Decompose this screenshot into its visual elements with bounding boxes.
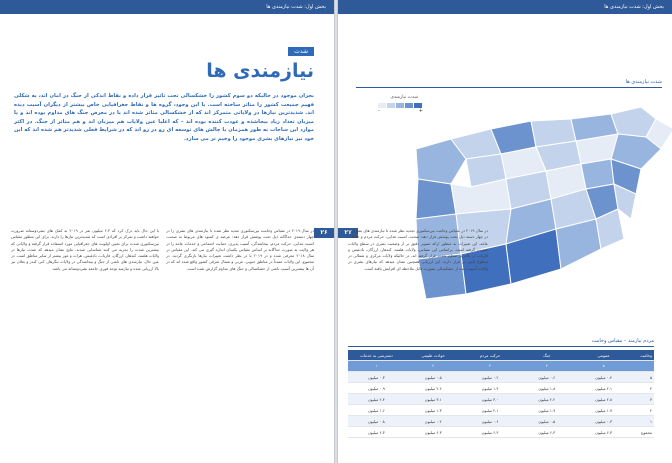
table-sub-header-cell: ۳ — [462, 361, 519, 371]
table-cell: ۲.۱ میلیون — [595, 386, 613, 391]
table-cell: ۱.۷ میلیون — [595, 408, 613, 413]
table-cell: ۰.۵ میلیون — [518, 416, 575, 426]
table-sub-header-cell: ۴ — [518, 361, 575, 371]
table-cell: ۶.۳ میلیون — [538, 430, 556, 435]
table-row — [348, 416, 654, 427]
table-cell: ۲.۸ میلیون — [575, 394, 632, 404]
table-cell: ۰.۳ میلیون — [575, 416, 632, 426]
table-cell: ۶.۳ میلیون — [481, 430, 499, 435]
table-cell: ۳.۱ میلیون — [405, 394, 462, 404]
table-cell: ۵ — [632, 372, 654, 382]
body-column-left: با این حال باید درک کرد که ۶.۳ میلیون نفر در ۲۰۱۹ به کمک های بشردوستانه ضرورت خواهند داشت و تمرکز بر افرادی است که شدیدترین نیازها را دارند. برای این منظور مقیاس بین‌سکتوری شدت برای تعیین اولویت های جغرافیایی مورد استفاده قرار گرفته و ولایاتی که بیشترین شدت را تجربه می کنند شناسایی شدند. نتایج نشان میدهد که شدت نیازها در ولایات هلمند، کندهار، ارزگان، فاریاب، بادغیس، هرات و غور بیشتر از سایر مناطق است. در عین حال، نیازمندی های ناشی از جنگ و بیجاشدگی در ولایات ننگرهار، کنر، کندز و بغلان نیز بالا ارزیابی شده و نیازمند توجه فوری جامعه بشردوستانه می باشد. — [11, 228, 159, 271]
table-cell: ۰.۹ میلیون — [367, 386, 385, 391]
table-row — [348, 372, 654, 383]
table-cell: ۱.۴ میلیون — [481, 386, 499, 391]
table-cell: ۱ — [632, 416, 654, 426]
table-cell: ۰.۴ میلیون — [575, 372, 632, 382]
table-sub-header — [348, 361, 654, 372]
map-title: شدت نیازمندی ها — [356, 79, 662, 88]
legend-minus: - — [378, 108, 380, 114]
legend-plus: + — [418, 108, 423, 114]
body-column-right: در سال ۲۰۱۹ در مقیاس وخامت بین‌سکتوری تعدید نظر شده تا نیازمندی های بشری را در چهار دسته‌ی جداگانه ذیل تحت پوشش قرار دهد: عرضه ی کمبود های مربوط به صحت، امنیت غذایی، حرکت مردم، بیجاشدگی، آسیب پذیری، حمایت اجتماعی و خدمات عامه را در هر ولایت به صورت جداگانه بر اساس مقیاس یکسان اندازه گیری می کند. این مقیاس در سال ۲۰۱۸ معرفی شده و در ۲۰۱۹ با در نظر داشت تغییرات نیازها بازنگری گردید. در مجموع، این ولایات عمدتاً در مناطق جنوبی، غربی و شمال شرقی کشور واقع شده اند که در آن ها بیشترین آسیب ناشی از خشکسالی و جنگ های مداوم گزارش شده است. — [166, 228, 314, 271]
table-group-header-cell: دسترسی به خدمات — [348, 350, 405, 360]
table-sub-header-cell: ۱ — [348, 361, 405, 371]
table-group-header — [348, 350, 654, 361]
table-cell: ۴ — [649, 386, 652, 391]
map-legend-title: شدت نیازمندی — [390, 95, 418, 100]
table-row — [348, 394, 654, 405]
table-group-header-cell: عمومی — [575, 350, 632, 360]
table-row — [348, 427, 654, 438]
table-cell: ۶.۳ میلیون — [595, 430, 613, 435]
table-cell: ۲ — [649, 408, 652, 413]
table-cell: ۰.۳ میلیون — [348, 372, 405, 382]
body-column-right-page: در سال ۲۰۱۹ در مقیاس وخامت بین‌سکتوری تجدید نظر شده تا نیازمندی های بشری را در چهار دسته ذیل تحت پوشش قرار دهد: صحت، امنیت غذایی، حرکت مردم و خدمات عامه. این تغییرات به منظور ارائه تصویر دقیق تر از وضعیت بشری در سطح ولایات صورت گرفته است. براساس این مقیاس، ولایات هلمند، کندهار، ارزگان، بادغیس و فاریاب در بالاترین سطح شدت قرار گرفته اند، در حالیکه ولایات مرکزی و شمالی در سطوح پایین تر قرار دارند. این ارزیابی همچنین نشان میدهد که نیازهای بشری در ولایات آسیب دیده از خشکسالی بصورت قابل ملاحظه ای افزایش یافته است. — [348, 228, 488, 271]
table-body — [348, 372, 654, 438]
province-14 — [451, 179, 511, 214]
table-cell: ۰.۲ میلیون — [462, 372, 519, 382]
section-tag: شدت — [288, 47, 314, 56]
table-cell: ۲.۴ میلیون — [348, 394, 405, 404]
table-cell: ۶.۳ میلیون — [367, 430, 385, 435]
table-group-header-cell: حرکت مردم — [462, 350, 519, 360]
table-sub-header-cell: ۲ — [405, 361, 462, 371]
right-running-header: بخش اول: شدت نیازمندی ها — [338, 0, 672, 14]
table-cell: ۱.۹ میلیون — [538, 408, 556, 413]
left-running-header: بخش اول: شدت نیازمندی ها — [0, 0, 334, 14]
table-cell: ۳ — [632, 394, 654, 404]
table-cell: ۳.۰ میلیون — [462, 394, 519, 404]
table-group-header-cell: جنگ — [518, 350, 575, 360]
table-cell: ۰.۶ میلیون — [518, 372, 575, 382]
table-cell: ۱.۶ میلیون — [367, 408, 385, 413]
table-row — [348, 383, 654, 394]
table-row — [348, 405, 654, 416]
table-cell: ۰.۸ میلیون — [348, 416, 405, 426]
page-title: نیازمندی ها — [206, 60, 314, 82]
severity-table — [348, 350, 654, 438]
table-cell: ۲.۱ میلیون — [481, 408, 499, 413]
table-cell: ۰.۲ میلیون — [405, 416, 462, 426]
table-group-header-cell: وخامت — [632, 350, 654, 360]
left-page — [0, 0, 334, 463]
table-sub-header-cell — [632, 361, 654, 371]
lead-paragraph: بحران موجود در حالیکه دو سوم کشور را خشکسالی تحت تاثیر قرار داده و نقاط اندکی از جنگ در امان اند، به شکلی فهیم جمیعت کشور را متاثر ساخته است. با این وجود، گروه ها و نقاط جغرافیایی خاص بیشتر از دیگران آسیب دیده اند. شدیدترین نیازها در ولایاتی متمرکز اند که از خشکسالی متاثر شده اند یا در معرض جنگ های مداوم بوده اند و یا میزبان تعداد زیاد بیجاشده و عودت کننده بوده اند – که اغلبا عین ولایات هم میزبان اند و هم متاثر از جنگ. در اکثر موارد این ساحات به طور همزمان با چالش های توسعه ای رو در رو اند که در شرایط فعلی شدیدتر هم شده اند که این خود نیز نیازهای بشری موجود را وخیم تر می سازد. — [14, 93, 314, 142]
table-cell: مجموع — [641, 430, 652, 435]
table-cell: ۶.۳ میلیون — [424, 430, 442, 435]
right-page — [338, 0, 672, 463]
table-cell: ۲.۲ میلیون — [518, 394, 575, 404]
page-number-right: ۲۷ — [338, 228, 358, 238]
table-cell: ۱.۳ میلیون — [424, 408, 442, 413]
table-cell: ۲.۶ میلیون — [424, 386, 442, 391]
table-cell: ۰.۵ میلیون — [405, 372, 462, 382]
province-13 — [416, 179, 456, 219]
table-title: مردم نیازمند – مقیاس وخامت — [348, 338, 654, 347]
table-sub-header-cell: ۵ — [575, 361, 632, 371]
table-cell: ۱.۸ میلیون — [538, 386, 556, 391]
table-group-header-cell: حوادث طبیعی — [405, 350, 462, 360]
table-cell: ۰.۶ میلیون — [462, 416, 519, 426]
page-number-left: ۲۶ — [314, 228, 334, 238]
